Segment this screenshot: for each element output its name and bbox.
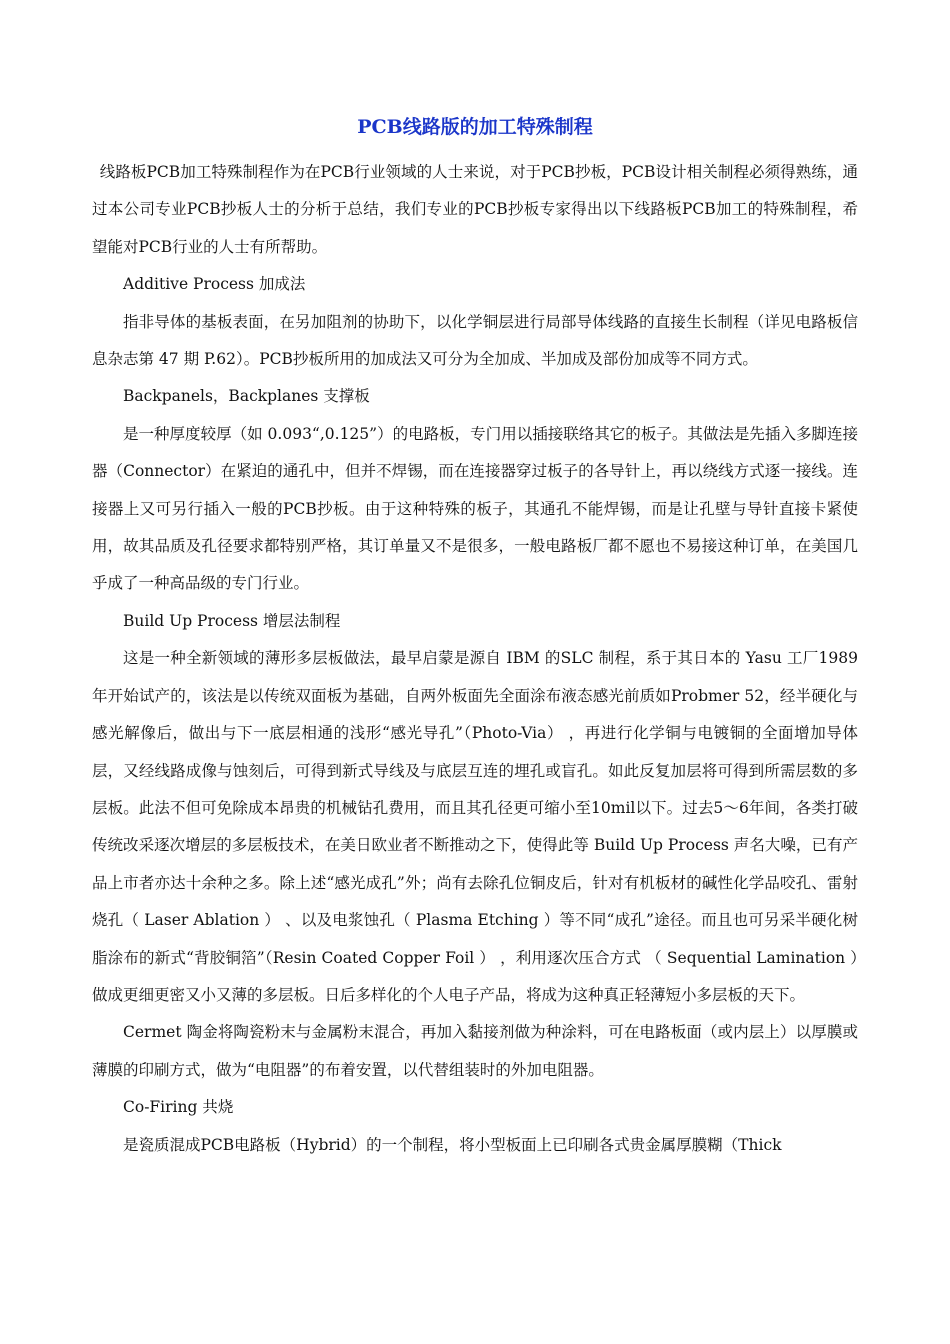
- definition-build-up-process: 这是一种全新领域的薄形多层板做法，最早启蒙是源自 IBM 的SLC 制程，系于其日本的 Yasu 工厂1989 年开始试产的，该法是以传统双面板为基础，自两外板面先全面涂布液态感光前质如Probmer 52，经半硬化与感光解像后，做出与下一底层相通的浅形“感光导孔”（Photo-Via） ，再进行化学铜与电镀铜的全面增加导体层，又经线路成像与蚀刻后，可得到新式导线及与底层互连的埋孔或盲孔。如此反复加层将可得到所需层数的多层板。此法不但可免除成本昂贵的机械钻孔费用，而且其孔径更可缩小至10mil以下。过去5～6年间，各类打破传统改采逐次增层的多层板技术，在美日欧业者不断推动之下，使得此等 Build Up Process 声名大噪，已有产品上市者亦达十余种之多。除上述“感光成孔”外；尚有去除孔位铜皮后，针对有机板材的碱性化学品咬孔、雷射烧孔（ Laser Ablation ） 、以及电浆蚀孔（ Plasma Etching ）等不同“成孔”途径。而且也可另采半硬化树脂涂布的新式“背胶铜箔”（Resin Coated Copper Foil ） ，利用逐次压合方式 （ Sequential Lamination ）做成更细更密又小又薄的多层板。日后多样化的个人电子产品，将成为这种真正轻薄短小多层板的天下。: [92, 649, 858, 1004]
- definition-cermet: Cermet 陶金将陶瓷粉末与金属粉末混合，再加入黏接剂做为种涂料，可在电路板面（或内层上）以厚膜或薄膜的印刷方式，做为“电阻器”的布着安置，以代替组装时的外加电阻器。: [92, 1023, 858, 1079]
- term-additive-process: Additive Process 加成法: [123, 275, 306, 294]
- definition-additive-process: 指非导体的基板表面，在另加阻剂的协助下，以化学铜层进行局部导体线路的直接生长制程（详见电路板信息杂志第 47 期 P.62）。PCB抄板所用的加成法又可分为全加成、半加成及部份加成等不同方式。: [92, 312, 858, 369]
- intro-paragraph: 线路板PCB加工特殊制程作为在PCB行业领域的人士来说，对于PCB抄板，PCB设计相关制程必须得熟练，通过本公司专业PCB抄板人士的分析于总结，我们专业的PCB抄板专家得出以下线路板PCB加工的特殊制程，希望能对PCB行业的人士有所帮助。: [92, 163, 858, 256]
- page-title: PCB线路版的加工特殊制程: [357, 116, 593, 138]
- definition-backpanels: 是一种厚度较厚（如 0.093“,0.125”）的电路板，专门用以插接联络其它的板子。其做法是先插入多脚连接器（Connector）在紧迫的通孔中，但并不焊锡，而在连接器穿过板子的各导针上，再以绕线方式逐一接线。连接器上又可另行插入一般的PCB抄板。由于这种特殊的板子，其通孔不能焊锡，而是让孔壁与导针直接卡紧使用，故其品质及孔径要求都特别严格，其订单量又不是很多，一般电路板厂都不愿也不易接这种订单，在美国几乎成了一种高品级的专门行业。: [92, 424, 858, 593]
- term-co-firing: Co-Firing 共烧: [123, 1098, 234, 1117]
- term-build-up-process: Build Up Process 增层法制程: [123, 611, 341, 630]
- term-backpanels: Backpanels，Backplanes 支撑板: [123, 387, 370, 406]
- definition-co-firing: 是瓷质混成PCB电路板（Hybrid）的一个制程，将小型板面上已印刷各式贵金属厚膜糊（Thick: [123, 1135, 782, 1154]
